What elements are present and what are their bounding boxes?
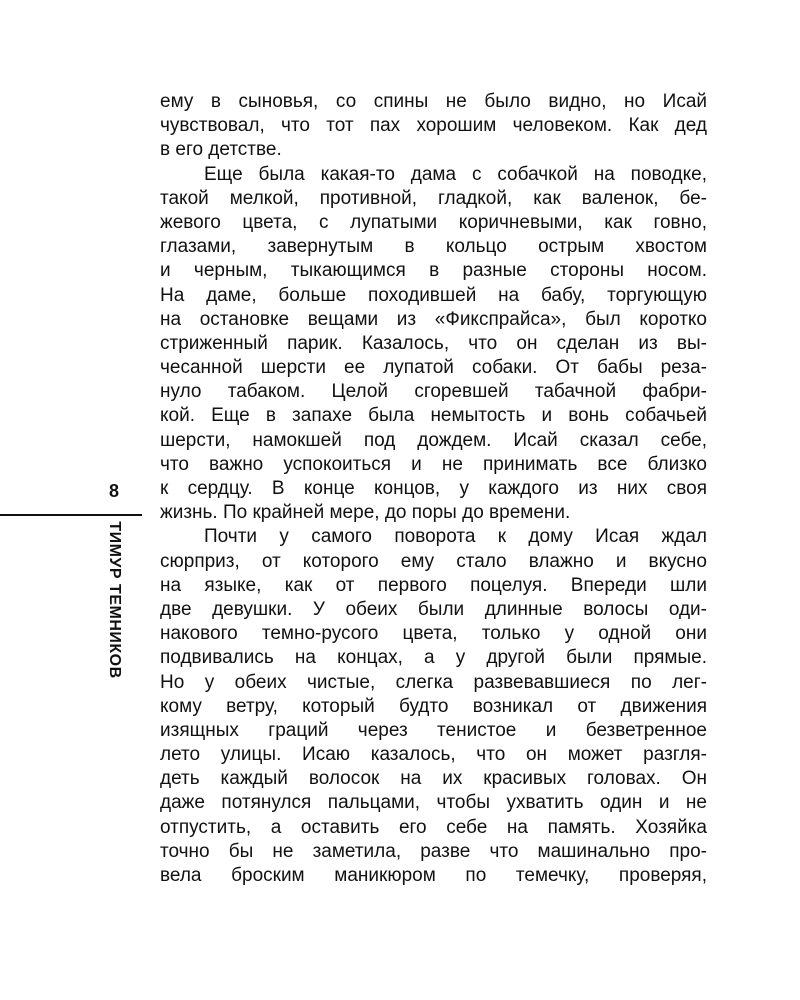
text-line: в его детстве.: [160, 139, 282, 161]
text-line: ему в сыновья, со спины не было видно, но Исай: [160, 91, 707, 112]
text-line: лето улицы. Исаю казалось, что он может разгля-: [160, 744, 707, 766]
text-line: и черным, тыкающимся в разные стороны носом.: [160, 260, 707, 282]
text-line: чесанной шерсти ее лупатой собаки. От бабы реза-: [160, 357, 707, 379]
text-line: стриженный парик. Казалось, что он сделан из вы-: [160, 332, 707, 354]
page-number-rule: [0, 514, 142, 516]
text-line: Почти у самого поворота к дому Исая ждал: [204, 526, 707, 548]
text-line: жевого цвета, с лупатыми коричневыми, как говно,: [160, 211, 707, 233]
body-text: [160, 90, 707, 888]
text-line: кой. Еще в запахе была немытость и вонь собачьей: [160, 405, 707, 427]
text-line: деть каждый волосок на их красивых головах. Он: [160, 768, 707, 790]
text-line: чувствовал, что тот пах хорошим человеком. Как дед: [160, 115, 707, 137]
text-line: Но у обеих чистые, слегка развевавшиеся по лег-: [160, 671, 707, 693]
text-line: к сердцу. В конце концов, у каждого из них своя: [160, 478, 707, 499]
text-line: подвивались на концах, а у другой были прямые.: [160, 647, 707, 669]
text-line: такой мелкой, противной, гладкой, как валенок, бе-: [160, 187, 707, 209]
text-line: сюрприз, от которого ему стало влажно и вкусно: [160, 550, 707, 572]
text-line: жизнь. По крайней мере, до поры до времени.: [160, 502, 571, 524]
text-line: на остановке вещами из «Фикспрайса», был коротко: [160, 308, 707, 330]
text-line: на языке, как от первого поцелуя. Впереди шли: [160, 574, 707, 596]
text-line: отпустить, а оставить его себе на память. Хозяйка: [160, 816, 707, 838]
text-line: даже потянулся пальцами, чтобы ухватить один и не: [160, 792, 707, 814]
text-line: изящных граций через тенистое и безветренное: [160, 719, 707, 741]
page-number: 8: [108, 481, 119, 501]
text-line: точно бы не заметила, разве что машинально про-: [160, 840, 707, 862]
text-line: нуло табаком. Целой сгоревшей табачной фабри-: [160, 381, 707, 403]
text-line: две девушки. У обеих были длинные волосы оди-: [160, 598, 707, 620]
text-line: глазами, завернутым в кольцо острым хвостом: [160, 236, 707, 258]
text-line: накового темно-русого цвета, только у одной они: [160, 623, 707, 645]
text-line: вела броским маникюром по темечку, проверяя,: [160, 865, 707, 886]
text-line: шерсти, намокшей под дождем. Исай сказал себе,: [160, 429, 707, 451]
text-line: Еще была какая-то дама с собачкой на поводке,: [204, 163, 707, 185]
text-line: кому ветру, который будто возникал от движения: [160, 695, 707, 717]
text-line: На даме, больше походившей на бабу, торгующую: [160, 284, 707, 306]
running-head-author: ТИМУР ТЕМНИКОВ: [106, 521, 123, 679]
text-line: что важно успокоиться и не принимать все близко: [160, 453, 707, 475]
